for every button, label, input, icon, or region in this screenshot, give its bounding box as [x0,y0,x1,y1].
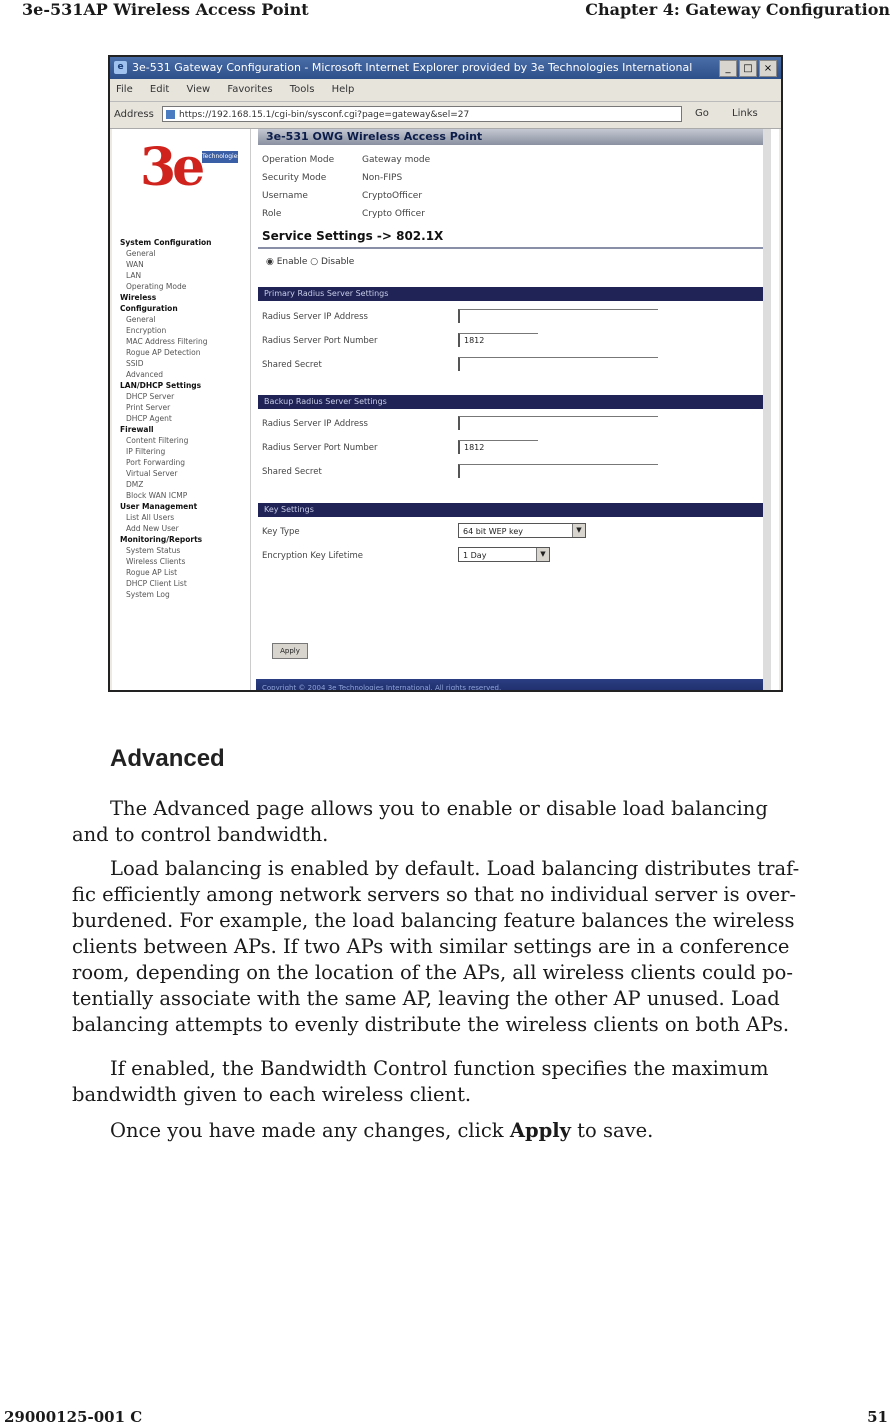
info-value: Crypto Officer [362,209,425,219]
info-key: Role [262,209,282,219]
text-line: burdened. For example, the load balancing feature balances the wireless [72,909,795,932]
sidebar [112,129,251,690]
paragraph-load-balancing [72,856,812,1038]
sidebar-item[interactable]: Rogue AP List [126,568,178,577]
footer-doc-number: 29000125-001 C [4,1408,143,1426]
key-type-select[interactable] [458,523,586,538]
info-key: Username [262,191,308,201]
text-line [72,1118,812,1144]
sidebar-item[interactable]: Block WAN ICMP [126,491,188,500]
text-line: room, depending on the location of the APs, all wireless clients could po- [72,961,793,984]
sidebar-menu [120,237,248,600]
sidebar-item[interactable]: SSID [126,359,144,368]
backup-ip-input[interactable] [458,416,658,430]
key-settings-section: Key Settings [258,503,765,517]
sidebar-item[interactable]: DHCP Client List [126,579,187,588]
sidebar-item[interactable]: Port Forwarding [126,458,186,467]
window-titlebar [110,57,781,79]
menu-edit[interactable]: Edit [149,84,170,95]
info-value: CryptoOfficer [362,191,423,201]
links-button[interactable]: Links [732,108,758,119]
backup-secret-input[interactable] [458,464,658,478]
primary-secret-input[interactable] [458,357,658,371]
key-type-value: 64 bit WEP key [463,527,524,536]
sidebar-item[interactable]: Virtual Server [126,469,178,478]
main-content [252,129,771,690]
browser-screenshot [108,55,783,692]
service-title: Service Settings -> 802.1X [262,229,444,243]
sidebar-item[interactable]: Content Filtering [126,436,189,445]
sidebar-item[interactable]: Add New User [126,524,179,533]
chevron-down-icon: ▼ [572,524,585,537]
text-line: bandwidth given to each wireless client. [72,1083,472,1106]
apply-keyword: Apply [509,1119,571,1142]
vertical-scrollbar[interactable] [763,129,771,690]
sidebar-item[interactable]: General [126,315,156,324]
paragraph-bandwidth [72,1056,812,1108]
web-page [112,129,779,690]
close-button[interactable]: × [759,60,777,77]
primary-radius-section: Primary Radius Server Settings [258,287,765,301]
menu-help[interactable]: Help [331,84,355,95]
backup-port-label: Radius Server Port Number [262,443,378,453]
sidebar-item[interactable]: IP Filtering [126,447,166,456]
text-line: fic efficiently among network servers so that no individual server is over- [72,883,797,906]
sidebar-item[interactable]: DMZ [126,480,144,489]
backup-secret-label: Shared Secret [262,467,322,477]
lifetime-label: Encryption Key Lifetime [262,551,363,561]
maximize-button[interactable]: □ [739,60,757,77]
info-key: Operation Mode [262,155,335,165]
sidebar-section-label: LAN/DHCP Settings [120,381,202,390]
apply-button[interactable]: Apply [272,643,308,659]
menu-view[interactable]: View [186,84,211,95]
copyright-bar: Copyright © 2004 3e Technologies International. All rights reserved. [256,679,769,692]
address-label: Address [114,109,154,120]
running-header-right: Chapter 4: Gateway Configuration [585,0,890,19]
window-title: 3e-531 Gateway Configuration - Microsoft Internet Explorer provided by 3e Technologies International [132,61,693,74]
sidebar-item[interactable]: MAC Address Filtering [126,337,208,346]
primary-ip-input[interactable] [458,309,658,323]
sidebar-item[interactable]: List All Users [126,513,175,522]
sidebar-item[interactable]: DHCP Agent [126,414,172,423]
sidebar-item[interactable]: System Status [126,546,181,555]
menu-file[interactable]: File [116,84,133,95]
text-line: Load balancing is enabled by default. Load balancing distributes traf- [110,857,800,880]
info-value: Non-FIPS [362,173,403,183]
minimize-button[interactable]: _ [719,60,737,77]
info-value: Gateway mode [362,155,431,165]
lifetime-value: 1 Day [463,551,487,560]
menu-tools[interactable]: Tools [289,84,315,95]
paragraph-intro [72,796,812,848]
go-button[interactable]: Go [695,108,709,119]
sidebar-section-label: Wireless [120,293,157,302]
text-line: The Advanced page allows you to enable or disable load balancing [110,797,768,820]
status-info [262,151,430,223]
backup-radius-section: Backup Radius Server Settings [258,395,765,409]
chevron-down-icon: ▼ [536,548,549,561]
primary-port-input[interactable]: 1812 [458,333,538,347]
text-line: tentially associate with the same AP, leaving the other AP unused. Load [72,987,780,1010]
sidebar-section-label: User Management [120,502,198,511]
footer-page-number: 51 [867,1408,888,1426]
text-line: balancing attempts to evenly distribute the wireless clients on both APs. [72,1013,790,1036]
text-line: If enabled, the Bandwidth Control function specifies the maximum [110,1057,769,1080]
sidebar-item[interactable]: WAN [126,260,144,269]
primary-secret-label: Shared Secret [262,360,322,370]
section-heading: Advanced [110,745,225,772]
sidebar-item[interactable]: System Log [126,590,170,599]
sidebar-item[interactable]: Wireless Clients [126,557,186,566]
sidebar-item[interactable]: General [126,249,156,258]
sidebar-item[interactable]: Rogue AP Detection [126,348,201,357]
sidebar-item[interactable]: DHCP Server [126,392,175,401]
sidebar-item[interactable]: LAN [126,271,142,280]
enable-radio-group[interactable]: ◉ Enable ○ Disable [266,257,355,267]
backup-port-input[interactable]: 1812 [458,440,538,454]
key-type-label: Key Type [262,527,300,537]
sidebar-item[interactable]: Encryption [126,326,167,335]
sidebar-section-label: Configuration [120,304,178,313]
sidebar-section-label: Firewall [120,425,154,434]
primary-port-label: Radius Server Port Number [262,336,378,346]
logo-tag: Technologies [202,151,238,163]
logo-text: 3e [140,137,202,198]
paragraph-apply [72,1118,812,1144]
logo [140,137,240,207]
lifetime-select[interactable] [458,547,550,562]
info-key: Security Mode [262,173,327,183]
sidebar-item[interactable]: Operating Mode [126,282,187,291]
menu-favorites[interactable]: Favorites [227,84,273,95]
sidebar-section-label: System Configuration [120,238,212,247]
primary-ip-label: Radius Server IP Address [262,312,368,322]
backup-ip-label: Radius Server IP Address [262,419,368,429]
sidebar-item[interactable]: Print Server [126,403,171,412]
text-line: and to control bandwidth. [72,823,329,846]
browser-icon: e [114,61,127,74]
text-line: clients between APs. If two APs with similar settings are in a conference [72,935,790,958]
browser-menubar [110,79,781,102]
title-divider [258,247,765,249]
sidebar-section-label: Monitoring/Reports [120,535,203,544]
address-input[interactable]: https://192.168.15.1/cgi-bin/sysconf.cgi?page=gateway&sel=27 [162,106,682,122]
page-banner: 3e-531 OWG Wireless Access Point [258,129,765,145]
apply-text-before: Once you have made any changes, click [110,1119,510,1142]
sidebar-item[interactable]: Advanced [126,370,164,379]
running-header-left: 3e-531AP Wireless Access Point [22,0,309,19]
address-bar [110,102,781,129]
apply-text-after: to save. [570,1119,654,1142]
